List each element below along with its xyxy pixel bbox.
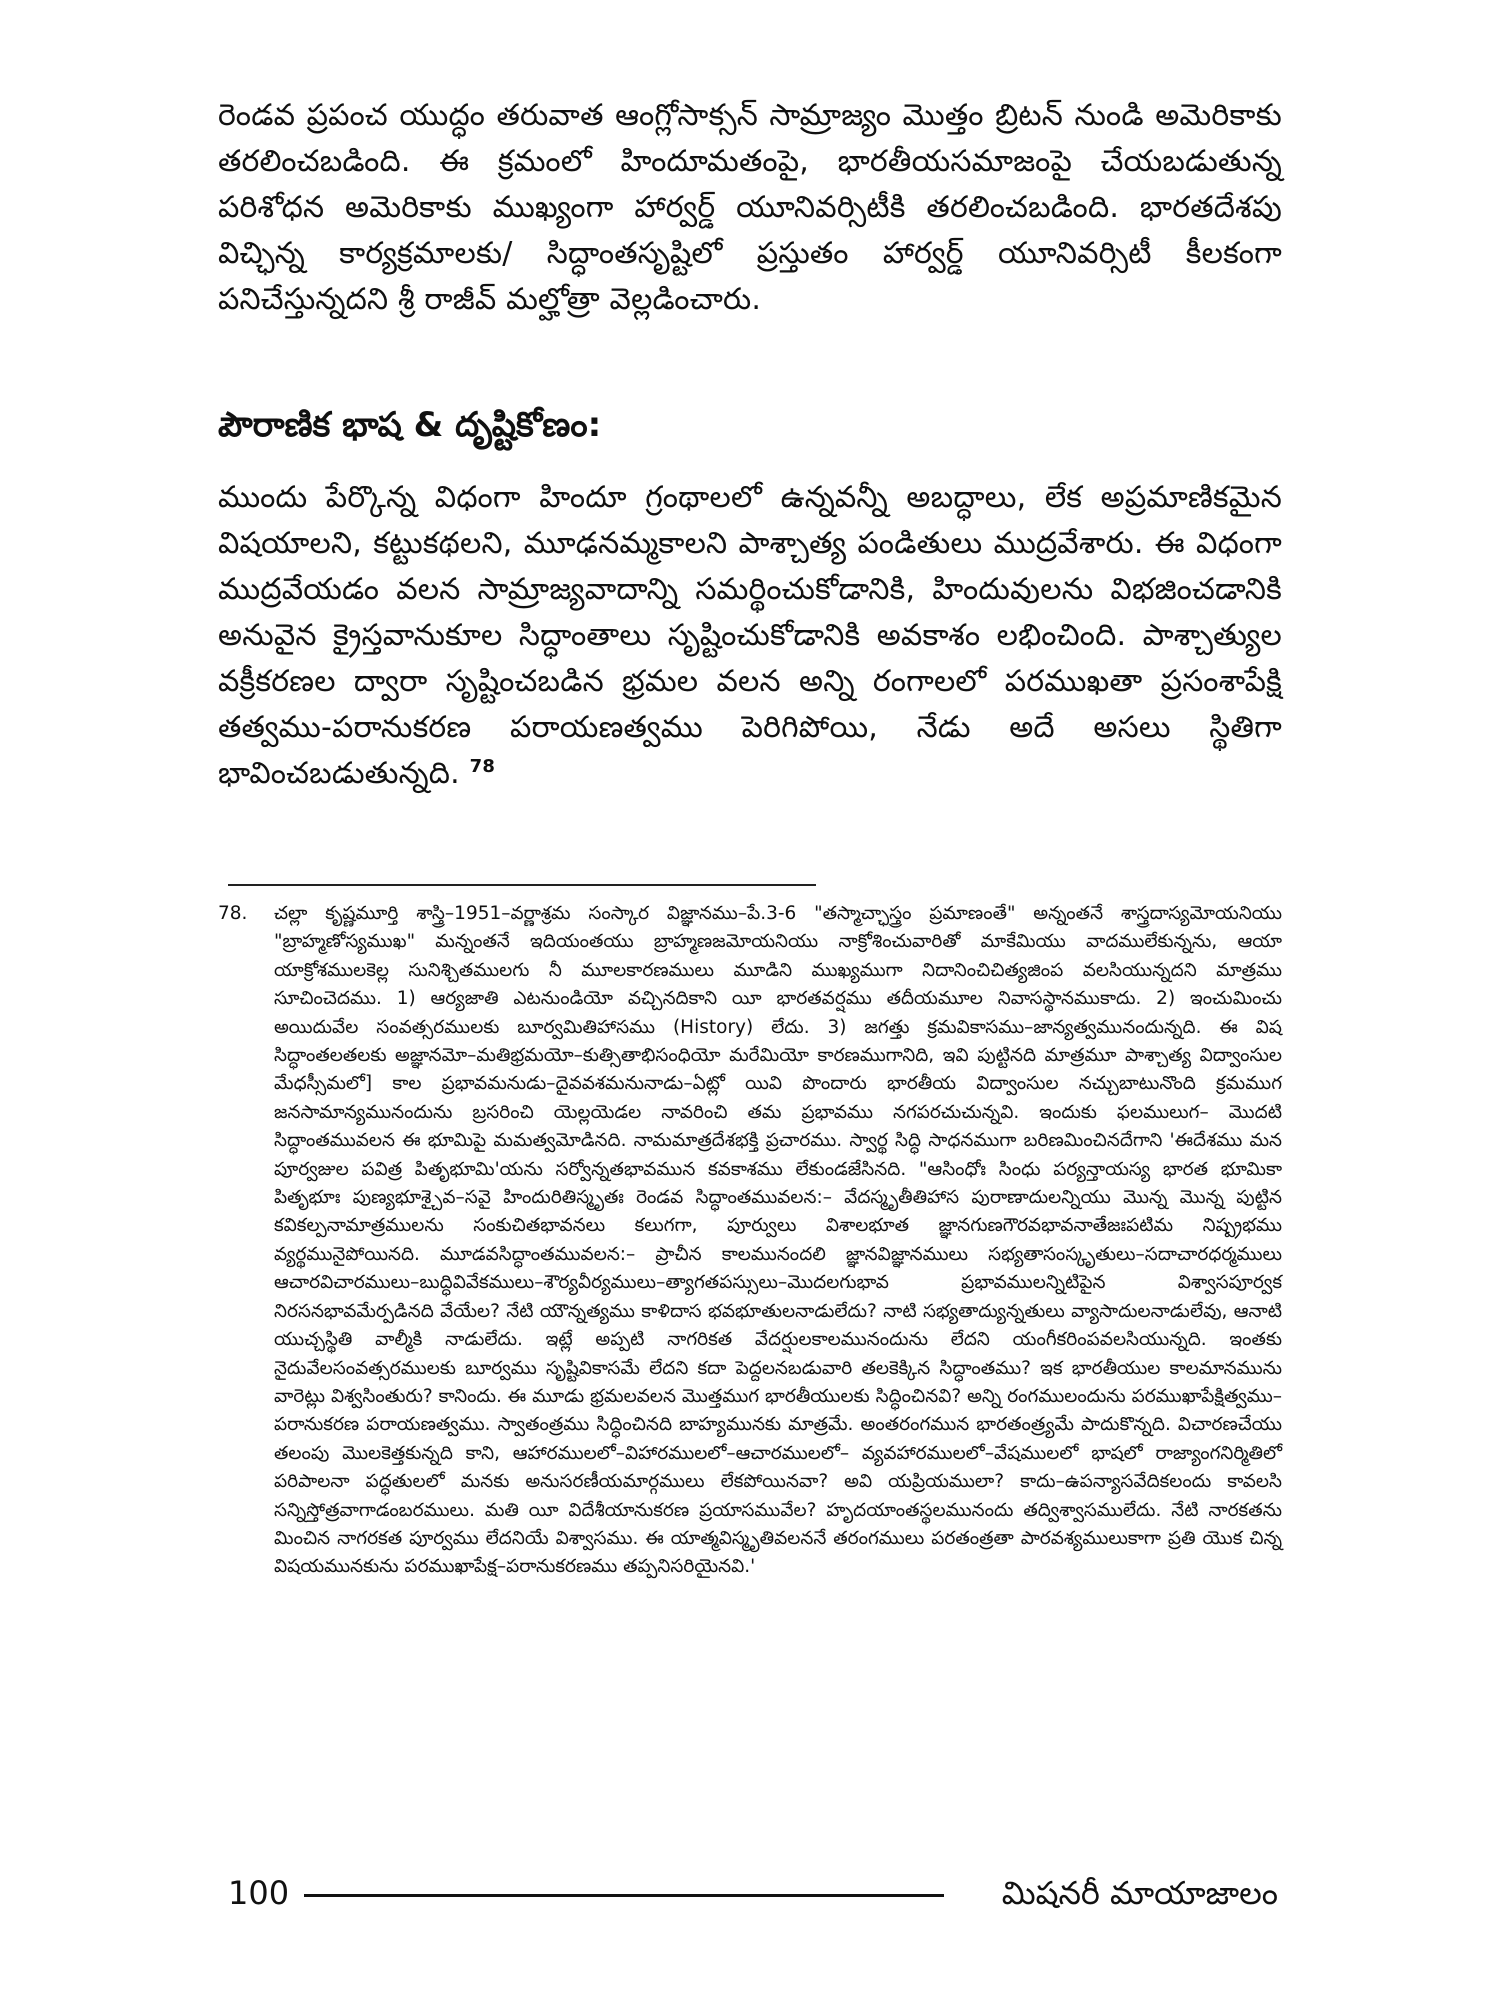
section-heading: పౌరాణిక భాష & దృష్టికోణం: bbox=[218, 405, 602, 445]
body-paragraph-2-text: ముందు పేర్కొన్న విధంగా హిందూ గ్రంథాలలో ఉన్నవన్నీ అబద్ధాలు, లేక అప్రమాణికమైన విషయాలని, కట్టుకథలని, మూఢనమ్మకాలని పాశ్చాత్య పండితులు ముద్రవేశారు. ఈ విధంగా ముద్రవేయడం వలన సామ్రాజ్యవాదాన్ని సమర్థించుకోడానికి, హిందువులను విభజించడానికి అనువైన క్రైస్తవానుకూల సిద్ధాంతాలు సృష్టించుకోడానికి అవకాశం లభించింది. పాశ్చాత్యుల వక్రీకరణల ద్వారా సృష్టించబడిన భ్రమల వలన అన్ని రంగాలలో పరముఖతా ప్రసంశాపేక్షి తత్వము-పరానుకరణ పరాయణత్వము పెరిగిపోయి, నేడు అదే అసలు స్థితిగా భావించబడుతున్నది. bbox=[218, 480, 1282, 791]
book-title: మిషనరీ మాయాజాలం bbox=[1001, 1874, 1278, 1912]
footnote-reference: 78 bbox=[469, 756, 496, 777]
footnote-separator bbox=[228, 884, 816, 886]
page-footer bbox=[218, 1868, 1282, 1918]
footnote-number: 78. bbox=[218, 903, 248, 924]
page-number: 100 bbox=[228, 1874, 290, 1912]
body-paragraph-1: రెండవ ప్రపంచ యుద్ధం తరువాత ఆంగ్లోసాక్సన్ సామ్రాజ్యం మొత్తం బ్రిటన్ నుండి అమెరికాకు తరలించబడింది. ఈ క్రమంలో హిందూమతంపై, భారతీయసమాజంపై చేయబడుతున్న పరిశోధన అమెరికాకు ముఖ్యంగా హార్వర్డ్ యూనివర్సిటీకి తరలించబడింది. భారతదేశపు విచ్ఛిన్న కార్యక్రమాలకు/ సిద్ధాంతసృష్టిలో ప్రస్తుతం హార్వర్డ్ యూనివర్సిటీ కీలకంగా పనిచేస్తున్నదని శ్రీ రాజీవ్ మల్హోత్రా వెల్లడించారు. bbox=[218, 98, 1282, 317]
footnote-78 bbox=[218, 900, 1282, 1582]
footnote-text: చల్లా కృష్ణమూర్తి శాస్త్రి–1951–వర్ణాశ్రమ సంస్కార విజ్ఞానము–పే.3-6 "తస్మాచ్ఛాస్త్రం ప్రమాణంతే" అన్నంతనే శాస్త్రదాస్యమోయనియు "బ్రాహ్మణోస్యముఖ" మన్నంతనే ఇదియంతయు బ్రాహ్మణజమోయనియు నాక్రోశించువారితో మాకేమియు వాదములేకున్నను, ఆయా యాక్రోశములకెల్ల సునిశ్చితములగు నీ మూలకారణములు మూడిని ముఖ్యముగా నిదానించిచిత్యజింప వలసియున్నదని మాత్రము సూచించెదము. 1) ఆర్యజాతి ఎటనుండియో వచ్చినదికాని యీ భారతవర్షము తదీయమూల నివాసస్థానముకాదు. 2) ఇంచుమించు అయిదువేల సంవత్సరములకు బూర్వమితిహాసము (History) లేదు. 3) జగత్తు క్రమవికాసము–జాన్యత్వమునందున్నది. ఈ విష సిద్ధాంతలతలకు అజ్ఞానమో–మతిభ్రమయో–కుత్సితాభిసంధియో మరేమియో కారణముగానిది, ఇవి పుట్టినది మాత్రమూ పాశ్చాత్య విద్వాంసుల మేధస్సీమలో] కాల ప్రభావమనుడు–దైవవశమనునాడు–ఏట్లో యివి పొందారు భారతీయ విద్వాంసుల నచ్చుబాటునొంది క్రమముగ జనసామాన్యమునందును బ్రసరించి యెల్లయెడల నావరించి తమ ప్రభావము నగపరచుచున్నవి. ఇందుకు ఫలములుగ– మొదటి సిద్ధాంతమువలన ఈ భూమిపై మమత్వమోడినది. నామమాత్రదేశభక్తి ప్రచారము. స్వార్థ సిద్ధి సాధనముగా బరిణమించినదేగాని 'ఈదేశము మన పూర్వజుల పవిత్ర పితృభూమి'యను సర్వోన్నతభావమున కవకాశము లేకుండజేసినది. "ఆసింధోః సింధు పర్యన్తాయస్య భారత భూమికా పితృభూః పుణ్యభూశ్చైవ–సవై హిందురితిస్మృతః రెండవ సిద్ధాంతమువలన:– వేదస్మృతీతిహాస పురాణాదులన్నియు మొన్న మొన్న పుట్టిన కవికల్పనామాత్రములను సంకుచితభావనలు కలుగగా, పూర్వులు విశాలభూత జ్ఞానగుణగౌరవభావనాతేజఃపటిమ నిష్ప్రభము వ్యర్థమునైపోయినది. మూడవసిద్ధాంతమువలన:– ప్రాచీన కాలమునందలి జ్ఞానవిజ్ఞానములు సభ్యతాసంస్కృతులు–సదాచారధర్మములు ఆచారవిచారములు–బుద్ధివివేకములు–శౌర్యవీర్యములు–త్యాగతపస్సులు–మొదలగుభావ ప్రభావములన్నిటిపైన విశ్వాసపూర్వక నిరసనభావమేర్పడినది వేయేల? నేటి యౌన్నత్యము కాళిదాస భవభూతులనాడులేదు? నాటి సభ్యతాద్యున్నతులు వ్యాసాదులనాడులేవు, ఆనాటి యుచ్చస్థితి వాల్మీకి నాడులేదు. ఇట్లే అప్పటి నాగరికత వేదర్షులకాలమునందును లేదని యంగీకరింపవలసియున్నది. ఇంతకు నైదువేలసంవత్సరములకు బూర్వము సృష్టివికాసమే లేదని కదా పెద్దలనబడువారి తలకెక్కిన సిద్ధాంతము? ఇక భారతీయుల కాలమానమును వారెట్లు విశ్వసింతురు? కానిందు. ఈ మూడు భ్రమలవలన మొత్తముగ భారతీయులకు సిద్ధించినవి? అన్ని రంగములందును పరముఖాపేక్షిత్వము– పరానుకరణ పరాయణత్వము. స్వాతంత్రము సిద్ధించినది బాహ్యమునకు మాత్రమే. అంతరంగమున భారతంత్ర్యమే పాదుకొన్నది. విచారణచేయు తలంపు మొలకెత్తకున్నది కాని, ఆహారములలో–విహారములలో–ఆచారములలో– వ్యవహారములలో–వేషములలో భాషలో రాజ్యాంగనిర్మితిలో పరిపాలనా పద్ధతులలో మనకు అనుసరణీయమార్గములు లేకపోయినవా? అవి యప్రియములా? కాదు–ఉపన్యాసవేదికలందు కావలసి సన్నిస్తోత్రవాగాడంబరములు. మతి యీ విదేశీయానుకరణ ప్రయాసమువేల? హృదయాంతస్థలమునందు తద్విశ్వాసములేదు. నేటి నారకతను మించిన నాగరకత పూర్వము లేదనియే విశ్వాసము. ఈ యాత్మవిస్మృతివలననే తరంగములు పరతంత్రతా పారవశ్యములుకాగా ప్రతి యొక చిన్న విషయమునకును పరముఖాపేక్ష–పరానుకరణము తప్పనిసరియైనవి.' bbox=[274, 903, 1282, 1578]
body-paragraph-2 bbox=[218, 475, 1282, 797]
footer-rule bbox=[304, 1894, 944, 1897]
